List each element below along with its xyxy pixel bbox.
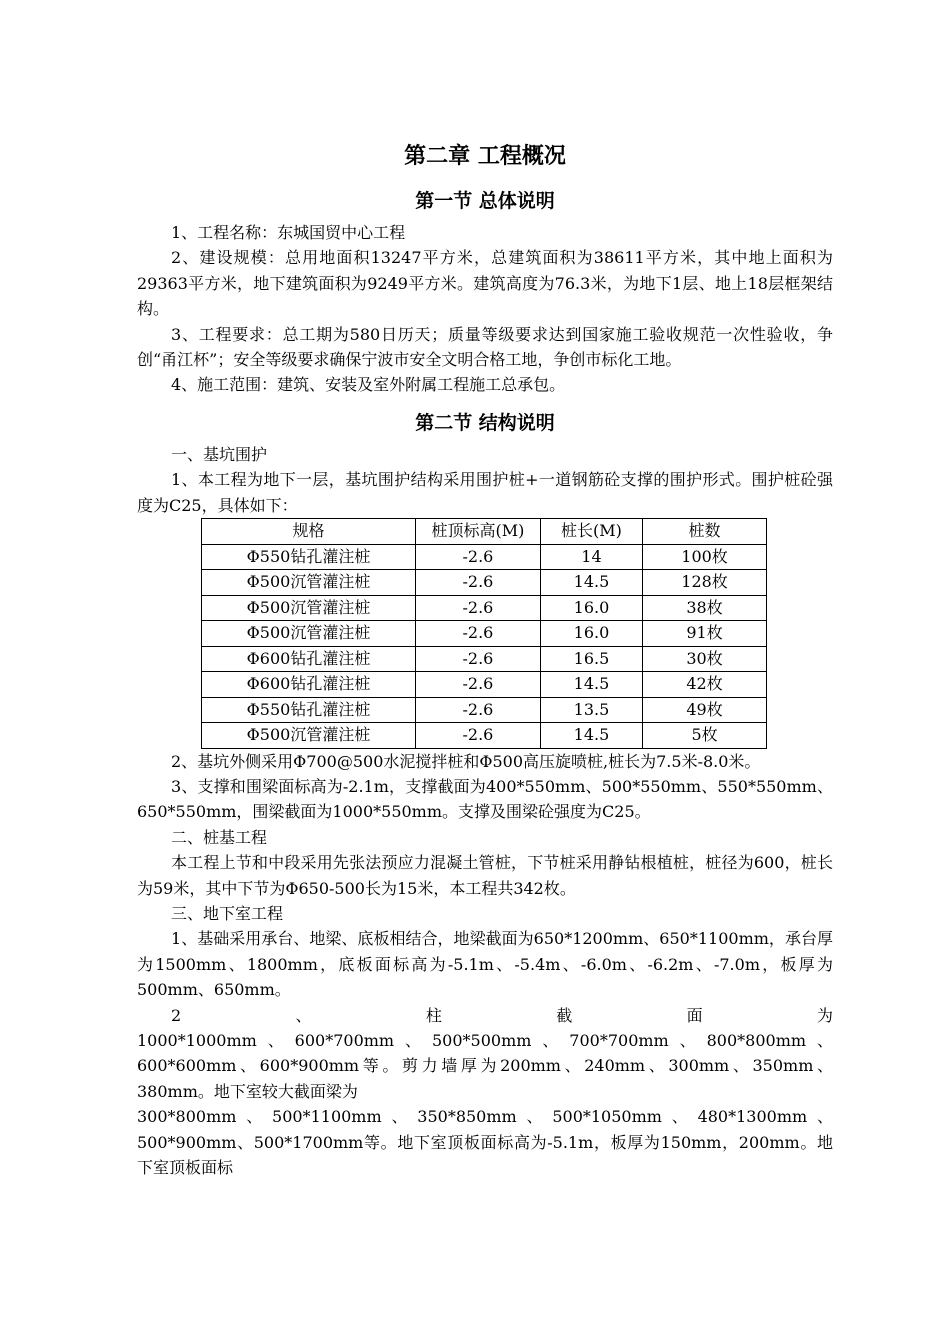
table-row (202, 723, 767, 749)
cell-pile-count: 128枚 (643, 570, 767, 596)
cell-pile-length: 16.5 (540, 646, 642, 672)
cell-pile-count: 91枚 (643, 621, 767, 647)
cell-pile-count: 30枚 (643, 646, 767, 672)
chapter-title: 第二章 工程概况 (404, 144, 566, 169)
cell-pile-length: 13.5 (540, 697, 642, 723)
table-row (202, 697, 767, 723)
cell-pile-count: 49枚 (643, 697, 767, 723)
table-row (202, 646, 767, 672)
table-row (202, 570, 767, 596)
cell-spec: Φ550钻孔灌注桩 (202, 544, 416, 570)
paragraph-support-beams: 3、支撑和围梁面标高为-2.1m，支撑截面为400*550mm、500*550mm、550*550mm、650*550mm，围梁截面为1000*550mm。支撑及围梁砼强度为C25。 (137, 776, 833, 822)
paragraph-column-section: 1000*1000mm、600*700mm、500*500mm、700*700mm、800*800mm、600*600mm、600*900mm等。剪力墙厚为200mm、240mm、300mm、350mm、380mm。地下室较大截面梁为 (137, 1031, 833, 1101)
document-page (137, 140, 833, 1180)
paragraph-column-section-lead: 2、柱截面为 (171, 1005, 833, 1025)
cell-top-elevation: -2.6 (415, 646, 540, 672)
table-row (202, 544, 767, 570)
cell-pile-count: 100枚 (643, 544, 767, 570)
cell-top-elevation: -2.6 (415, 595, 540, 621)
header-pile-length: 桩长(M) (540, 519, 642, 545)
cell-top-elevation: -2.6 (415, 672, 540, 698)
header-spec: 规格 (202, 519, 416, 545)
cell-spec: Φ500沉管灌注桩 (202, 595, 416, 621)
cell-pile-length: 14.5 (540, 570, 642, 596)
paragraph-construction-scale: 2、建设规模：总用地面积13247平方米，总建筑面积为38611平方米，其中地上面积为29363平方米，地下建筑面积为9249平方米。建筑高度为76.3米，为地下1层、地上18层框架结构。 (137, 248, 833, 319)
section-title-overview: 第一节 总体说明 (415, 190, 555, 212)
cell-pile-count: 5枚 (643, 723, 767, 749)
cell-pile-length: 14.5 (540, 723, 642, 749)
cell-top-elevation: -2.6 (415, 621, 540, 647)
cell-top-elevation: -2.6 (415, 544, 540, 570)
header-top-elevation: 桩顶标高(M) (415, 519, 540, 545)
table-row (202, 621, 767, 647)
cell-pile-length: 14 (540, 544, 642, 570)
cell-pile-count: 38枚 (643, 595, 767, 621)
cell-spec: Φ600钻孔灌注桩 (202, 672, 416, 698)
paragraph-pit-retaining: 1、本工程为地下一层，基坑围护结构采用围护桩+一道钢筋砼支撑的围护形式。围护桩砼强度为C25，具体如下： (137, 470, 833, 515)
cell-spec: Φ600钻孔灌注桩 (202, 646, 416, 672)
cell-top-elevation: -2.6 (415, 697, 540, 723)
table-row (202, 595, 767, 621)
paragraph-pile-foundation: 本工程上节和中段采用先张法预应力混凝土管桩，下节桩采用静钻根植桩，桩径为600，桩长为59米，其中下节为Φ650-500长为15米，本工程共342枚。 (137, 853, 833, 898)
paragraph-basement-beams: 300*800mm、500*1100mm、350*850mm、500*1050mm、480*1300mm、500*900mm、500*1700mm等。地下室顶板面标高为-5.1m，板厚为150mm，200mm。地下室顶板面标 (137, 1107, 833, 1178)
cell-spec: Φ500沉管灌注桩 (202, 621, 416, 647)
cell-top-elevation: -2.6 (415, 723, 540, 749)
paragraph-basement-foundation: 1、基础采用承台、地梁、底板相结合，地梁截面为650*1200mm、650*1100mm，承台厚为1500mm、1800mm，底板面标高为-5.1m、-5.4m、-6.0m、-6.2m、-7.0m，板厚为500mm、650mm。 (137, 929, 833, 1000)
cell-spec: Φ550钻孔灌注桩 (202, 697, 416, 723)
table-header-row (202, 519, 767, 545)
cell-pile-count: 42枚 (643, 672, 767, 698)
heading-foundation-pit: 一、基坑围护 (171, 444, 268, 464)
cell-spec: Φ500沉管灌注桩 (202, 570, 416, 596)
cell-pile-length: 16.0 (540, 595, 642, 621)
section-title-structure: 第二节 结构说明 (415, 411, 555, 434)
cell-pile-length: 14.5 (540, 672, 642, 698)
paragraph-project-name: 1、工程名称：东城国贸中心工程 (171, 223, 406, 242)
heading-basement: 三、地下室工程 (171, 904, 284, 923)
pile-table (201, 518, 767, 749)
cell-pile-length: 16.0 (540, 621, 642, 647)
header-pile-count: 桩数 (643, 519, 767, 545)
paragraph-construction-scope: 4、施工范围：建筑、安装及室外附属工程施工总承包。 (171, 375, 566, 395)
cell-spec: Φ500沉管灌注桩 (202, 723, 416, 749)
cell-top-elevation: -2.6 (415, 570, 540, 596)
table-row (202, 672, 767, 698)
paragraph-project-requirements: 3、工程要求：总工期为580日历天；质量等级要求达到国家施工验收规范一次性验收，争创“甬江杯”；安全等级要求确保宁波市安全文明合格工地，争创市标化工地。 (137, 324, 833, 370)
heading-pile-foundation: 二、桩基工程 (171, 827, 268, 847)
paragraph-outer-piles: 2、基坑外侧采用Φ700@500水泥搅拌桩和Φ500高压旋喷桩,桩长为7.5米-8.0米。 (171, 751, 761, 771)
